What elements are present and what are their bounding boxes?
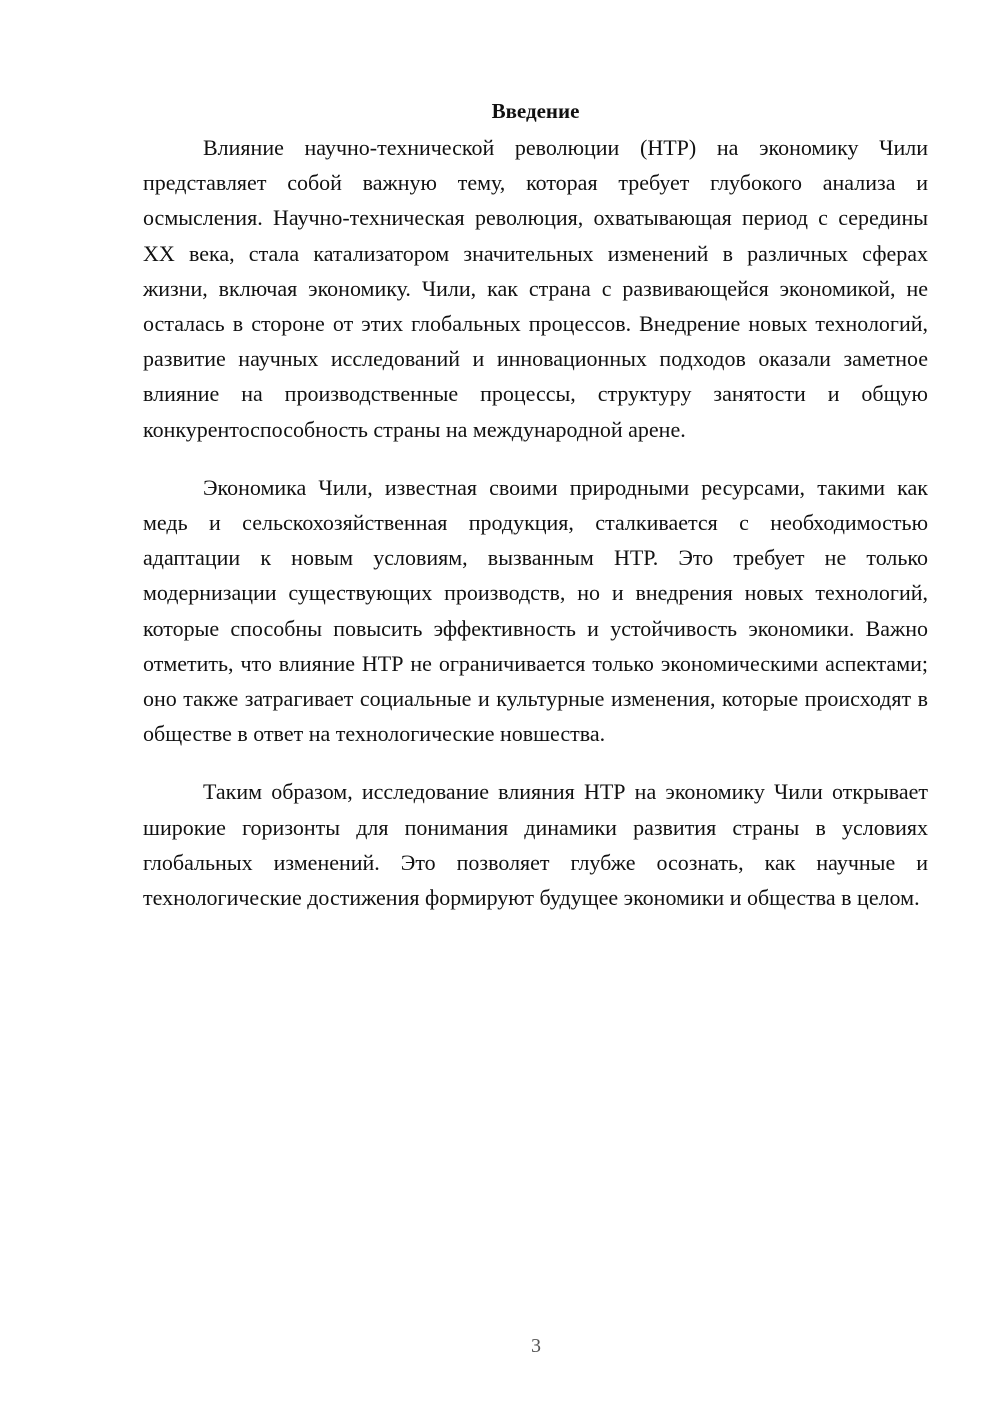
paragraph-2: Экономика Чили, известная своими природными ресурсами, такими как медь и сельскохозяйственная продукция, сталкивается с необходимостью адаптации к новым условиям, вызванным НТР. Это требует не только модернизации существующих производств, но и внедрения новых технологий, которые способны повысить эффективность и устойчивость экономики. Важно отметить, что влияние НТР не ограничивается только экономическими аспектами; оно также затрагивает социальные и культурные изменения, которые происходят в обществе в ответ на технологические новшества.	[143, 474, 928, 747]
section-title: Введение	[491, 99, 580, 123]
paragraph-3: Таким образом, исследование влияния НТР на экономику Чили открывает широкие горизонты для понимания динамики развития страны в условиях глобальных изменений. Это позволяет глубже осознать, как научные и технологические достижения формируют будущее экономики и общества в целом.	[143, 779, 928, 911]
paragraph-1: Влияние научно-технической революции (НТР) на экономику Чили представляет собой важную тему, которая требует глубокого анализа и осмысления. Научно-техническая революция, охватывающая период с середины XX века, стала катализатором значительных изменений в различных сферах жизни, включая экономику. Чили, как страна с развивающейся экономикой, не осталась в стороне от этих глобальных процессов. Внедрение новых технологий, развитие научных исследований и инновационных подходов оказали заметное влияние на производственные процессы, структуру занятости и общую конкурентоспособность страны на международной арене.	[143, 135, 928, 442]
page-number: 3	[531, 1335, 541, 1357]
document-body	[143, 96, 928, 938]
